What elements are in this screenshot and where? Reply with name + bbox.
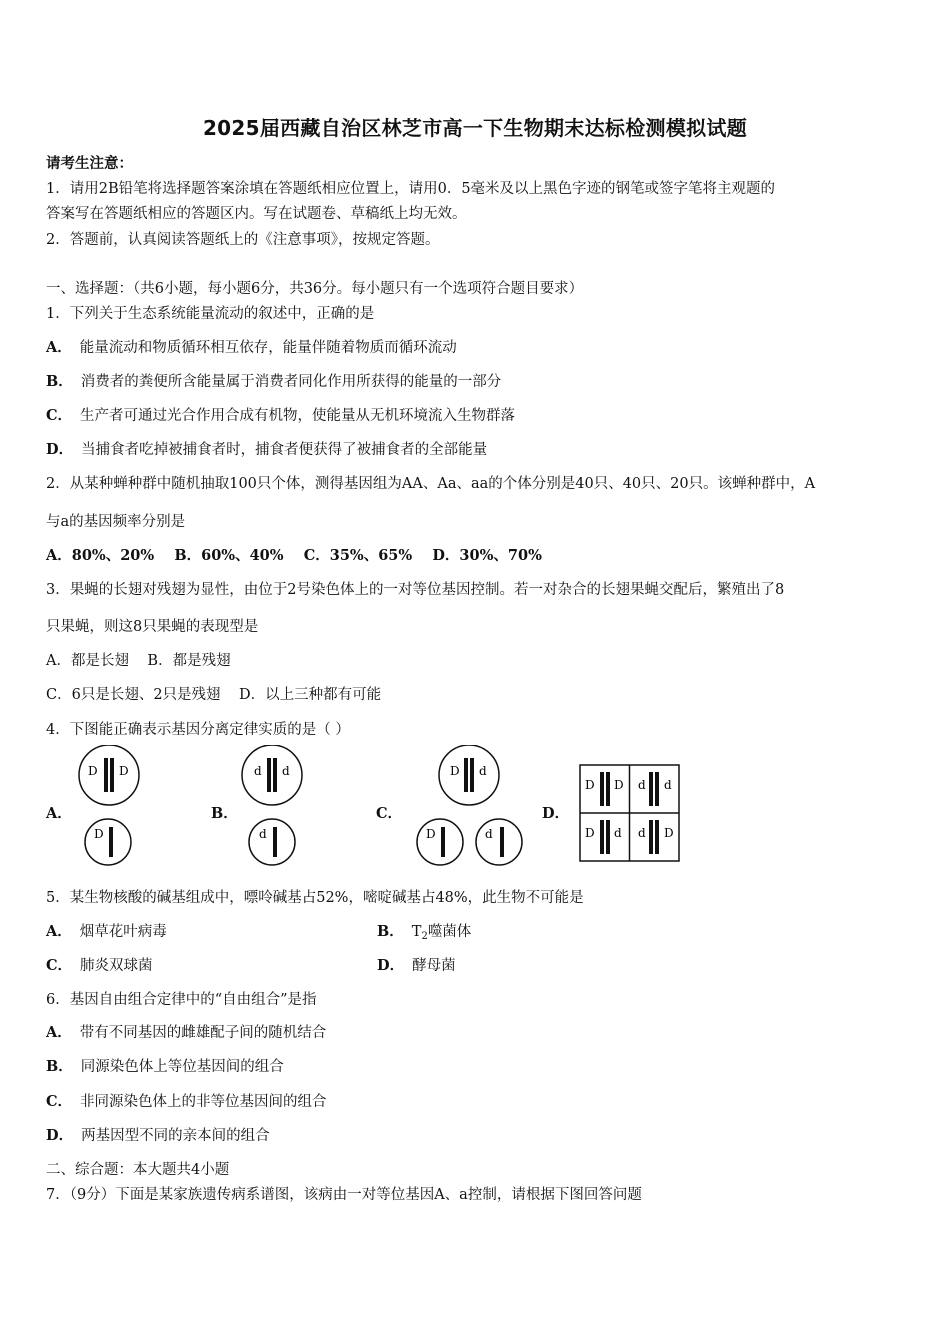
chromosome-pair	[464, 758, 474, 792]
notice-item: 2．答题前，认真阅读答题纸上的《注意事项》，按规定答题。	[46, 232, 440, 248]
option-letter: C．	[46, 407, 73, 424]
option-text: 酵母菌	[412, 958, 456, 974]
option-label-b: B．	[211, 805, 238, 822]
cell-circle	[439, 745, 499, 805]
option-letter: B．	[46, 373, 73, 390]
figure-b	[242, 745, 302, 865]
chromosome-pair	[649, 820, 659, 854]
section-heading: 一、选择题：（共6小题，每小题6分，共36分。每小题只有一个选项符合题目要求）	[46, 281, 584, 297]
cell-circle	[249, 819, 295, 865]
option-letter: A．	[46, 1024, 72, 1041]
option-row	[46, 336, 457, 357]
section-heading: 二、综合题：本大题共4小题	[46, 1162, 230, 1178]
chromosome-pair	[267, 758, 277, 792]
allele-label: D	[119, 764, 129, 778]
option-text: 两基因型不同的亲本间的组合	[81, 1128, 270, 1144]
cell-circle	[242, 745, 302, 805]
question-stem: 只果蝇，则这8只果蝇的表现型是	[46, 619, 259, 635]
figure-a	[79, 745, 139, 865]
option-row: A．都是长翅 B．都是残翅	[46, 653, 231, 669]
q4-figures	[0, 745, 950, 870]
option-text: 非同源染色体上的非等位基因间的组合	[80, 1094, 327, 1110]
chromosome-pair	[649, 772, 659, 806]
allele-label: d	[479, 764, 487, 778]
page-title: 2025届西藏自治区林芝市高一下生物期末达标检测模拟试题	[202, 116, 748, 140]
option-text: 同源染色体上等位基因间的组合	[80, 1059, 284, 1075]
question-stem: 2．从某种蝉种群中随机抽取100只个体，测得基因组为AA、Aa、aa的个体分别是40只、40只、20只。该蝉种群中，A	[46, 476, 816, 492]
option-label-d: D．	[542, 805, 570, 822]
option-letter: C．	[46, 1093, 73, 1110]
option-row	[46, 1021, 326, 1042]
option-letter: B．	[377, 923, 404, 940]
option-row	[46, 1055, 284, 1076]
chromosome	[273, 827, 277, 857]
option-text: 当捕食者吃掉被捕食者时，捕食者便获得了被捕食者的全部能量	[81, 442, 488, 458]
figure-d	[580, 765, 679, 861]
option-text: 烟草花叶病毒	[79, 924, 167, 940]
chromosome-pair	[104, 758, 114, 792]
option-label-a: A．	[46, 805, 72, 822]
allele-label: d	[614, 826, 622, 840]
option-letter: A．	[46, 339, 72, 356]
allele-label: d	[638, 826, 646, 840]
allele-label: D	[450, 764, 460, 778]
option-text: 噬菌体	[427, 924, 472, 940]
allele-label: d	[259, 827, 267, 841]
option-subscript: 2	[421, 931, 428, 942]
allele-label: D	[614, 778, 624, 792]
option-text: 肺炎双球菌	[80, 958, 153, 974]
option-letter: D．	[46, 1127, 74, 1144]
option-row	[46, 954, 153, 975]
option-letter: B．	[46, 1058, 73, 1075]
option-row	[377, 920, 471, 942]
chromosome	[500, 827, 504, 857]
option-row: A．80%、20% B．60%、40% C．35%、65% D．30%、70%	[46, 547, 542, 564]
allele-label: d	[485, 827, 493, 841]
allele-label: D	[585, 778, 595, 792]
option-text: 消费者的粪便所含能量属于消费者同化作用所获得的能量的一部分	[80, 374, 502, 390]
option-row	[46, 1124, 270, 1145]
option-letter: A．	[46, 923, 72, 940]
notice-item: 1．请用2B铅笔将选择题答案涂填在答题纸相应位置上，请用0．5毫米及以上黑色字迹的钢笔或签字笔将主观题的	[46, 181, 776, 197]
question-stem: 与a的基因频率分别是	[46, 514, 186, 530]
allele-label: d	[664, 778, 672, 792]
question-stem: 6．基因自由组合定律中的“自由组合”是指	[46, 992, 317, 1008]
option-letter: D．	[46, 441, 74, 458]
option-row	[46, 370, 501, 391]
allele-label: D	[664, 826, 674, 840]
option-text: 生产者可通过光合作用合成有机物，使能量从无机环境流入生物群落	[80, 408, 516, 424]
option-row: C．6只是长翅、2只是残翅 D．以上三种都有可能	[46, 687, 382, 703]
option-label-c: C．	[376, 805, 403, 822]
option-text: 能量流动和物质循环相互依存，能量伴随着物质而循环流动	[79, 340, 457, 356]
allele-label: d	[254, 764, 262, 778]
notice-heading: 请考生注意：	[46, 155, 133, 172]
cell-circle	[417, 819, 463, 865]
allele-label: d	[282, 764, 290, 778]
question-stem: 1．下列关于生态系统能量流动的叙述中，正确的是	[46, 306, 375, 322]
allele-label: D	[426, 827, 436, 841]
allele-label: D	[94, 827, 104, 841]
question-stem: 4．下图能正确表示基因分离定律实质的是（ ）	[46, 722, 350, 738]
option-text: 带有不同基因的雌雄配子间的随机结合	[79, 1025, 327, 1041]
allele-label: d	[638, 778, 646, 792]
question-stem: 7．（9分）下面是某家族遗传病系谱图，该病由一对等位基因A、a控制，请根据下图回答问题	[46, 1187, 642, 1203]
option-letter: D．	[377, 957, 405, 974]
chromosome	[441, 827, 445, 857]
allele-label: D	[585, 826, 595, 840]
figure-c	[417, 745, 522, 865]
option-row	[46, 920, 167, 941]
cell-circle	[85, 819, 131, 865]
option-row	[46, 404, 515, 425]
chromosome-pair	[600, 772, 610, 806]
question-stem: 5．某生物核酸的碱基组成中，嘌呤碱基占52%，嘧啶碱基占48%，此生物不可能是	[46, 890, 584, 906]
question-stem: 3．果蝇的长翅对残翅为显性，由位于2号染色体上的一对等位基因控制。若一对杂合的长翅果蝇交配后，繁殖出了8	[46, 582, 785, 598]
option-letter: C．	[46, 957, 73, 974]
chromosome	[109, 827, 113, 857]
option-row	[377, 954, 456, 975]
allele-label: D	[88, 764, 98, 778]
option-text: T	[411, 924, 422, 940]
cell-circle	[476, 819, 522, 865]
option-row	[46, 1090, 327, 1111]
notice-item: 答案写在答题纸相应的答题区内。写在试题卷、草稿纸上均无效。	[46, 206, 467, 222]
option-row	[46, 438, 487, 459]
chromosome-pair	[600, 820, 610, 854]
